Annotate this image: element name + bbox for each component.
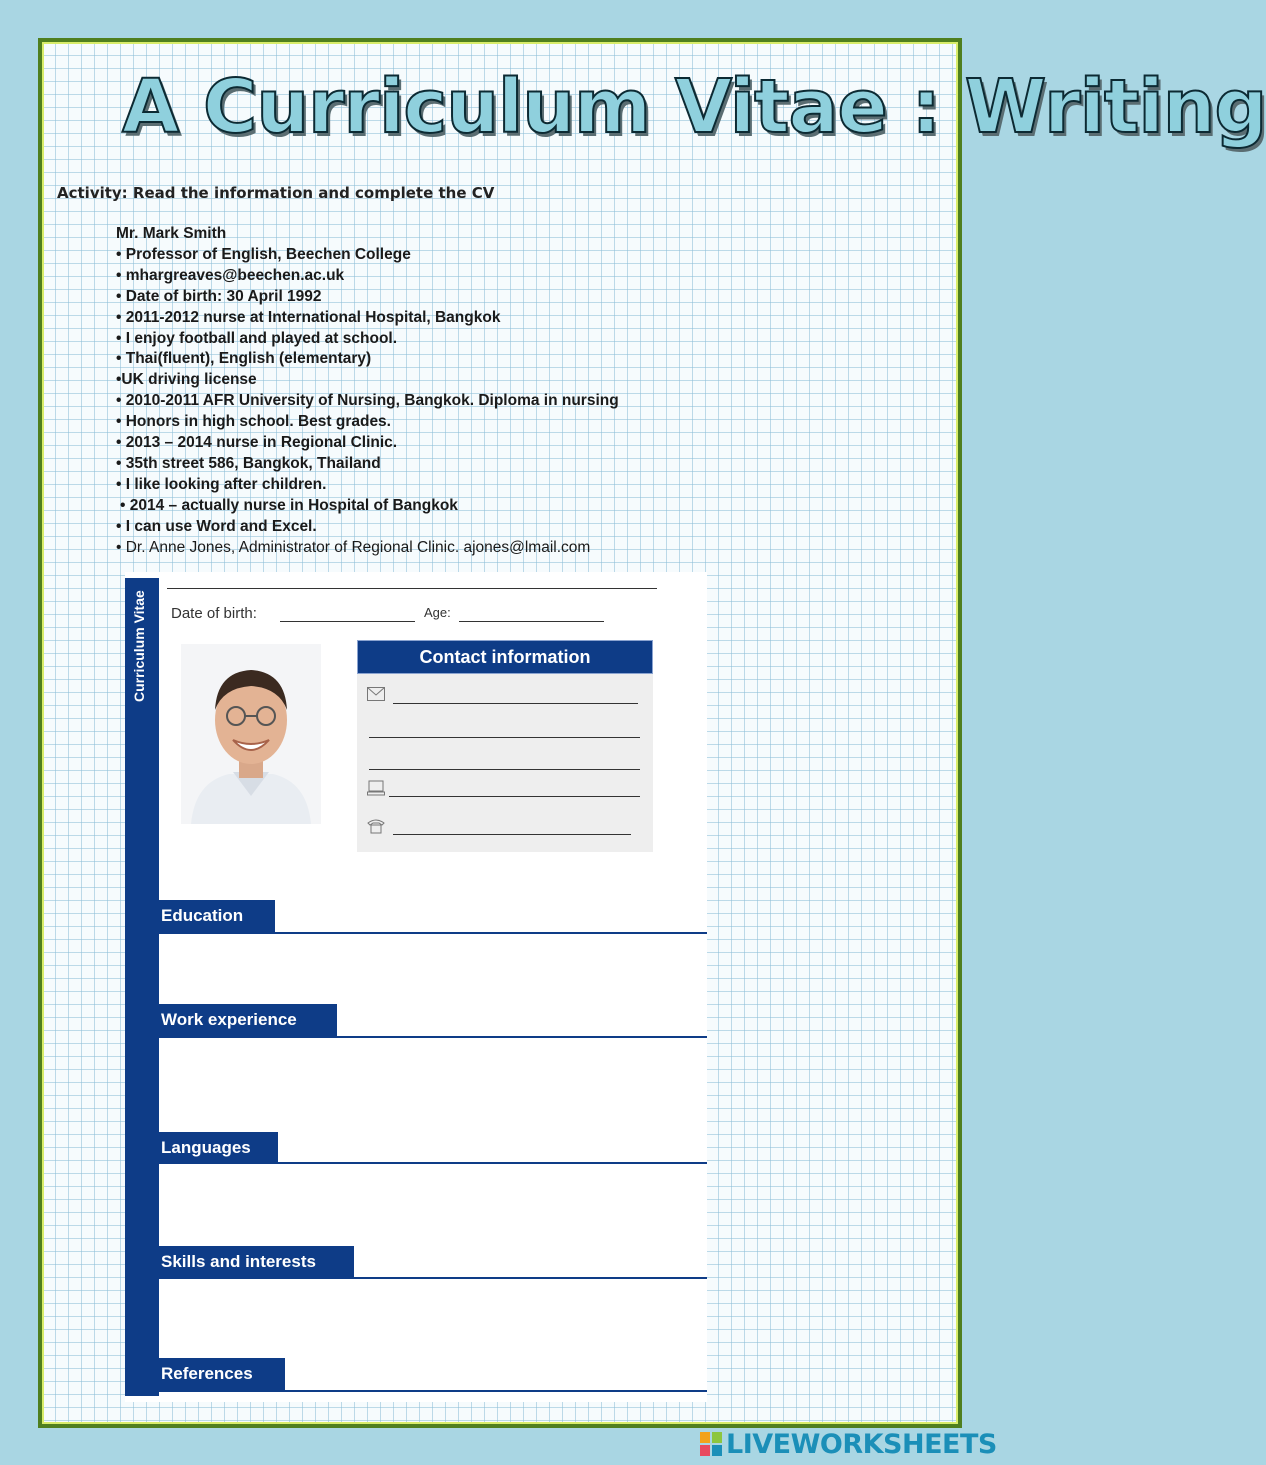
info-item: •UK driving license (116, 371, 257, 389)
section-skills-and-interests: Skills and interests (159, 1246, 354, 1278)
education-answer-area[interactable] (159, 938, 707, 998)
info-item: • Dr. Anne Jones, Administrator of Regional Clinic. ajones@lmail.com (116, 538, 591, 556)
info-item: • mhargreaves@beechen.ac.uk (116, 266, 345, 284)
worksheet (38, 38, 1266, 1428)
age-input-line[interactable] (459, 621, 604, 622)
education-divider (159, 932, 707, 934)
dob-input-line[interactable] (280, 621, 415, 622)
cv-template (125, 572, 707, 1402)
section-education: Education (159, 900, 275, 932)
info-item: • I can use Word and Excel. (116, 517, 317, 535)
telephone-icon (367, 818, 385, 834)
section-languages: Languages (159, 1132, 278, 1164)
info-item: Mr. Mark Smith (116, 225, 227, 242)
contact-information-box (357, 640, 653, 852)
contact-header: Contact information (357, 640, 653, 674)
info-item: • 2013 – 2014 nurse in Regional Clinic. (116, 434, 398, 452)
references-divider (159, 1390, 707, 1392)
languages-divider (159, 1162, 707, 1164)
profile-photo (181, 644, 321, 824)
information-list (116, 224, 619, 559)
envelope-icon (367, 687, 385, 703)
activity-instruction: Activity: Read the information and complete the CV (57, 184, 495, 202)
cv-side-title: Curriculum Vitae (131, 590, 147, 702)
info-item: • Thai(fluent), English (elementary) (116, 350, 372, 368)
address-input-line[interactable] (369, 737, 640, 738)
skills-divider (159, 1277, 707, 1279)
info-item: • 35th street 586, Bangkok, Thailand (116, 454, 381, 472)
address-row-2 (367, 751, 647, 771)
info-item: • 2010-2011 AFR University of Nursing, Bangkok. Diploma in nursing (116, 392, 619, 410)
brand-name: LIVEWORKSHEETS (726, 1429, 997, 1460)
languages-answer-area[interactable] (159, 1168, 707, 1244)
email-input-line[interactable] (393, 703, 638, 704)
info-item: • 2011-2012 nurse at International Hospital, Bangkok (116, 308, 501, 326)
telephone-row (367, 816, 647, 836)
telephone-input-line[interactable] (393, 834, 631, 835)
address-input-line[interactable] (369, 769, 640, 770)
info-item: • I like looking after children. (116, 475, 327, 493)
liveworksheets-logo-icon (700, 1432, 722, 1456)
info-item: • Date of birth: 30 April 1992 (116, 287, 322, 305)
computer-input-line[interactable] (389, 796, 640, 797)
info-item: • Honors in high school. Best grades. (116, 413, 391, 431)
liveworksheets-brand (700, 1428, 995, 1460)
work-experience-answer-area[interactable] (159, 1042, 707, 1128)
info-item: • Professor of English, Beechen College (116, 245, 411, 263)
info-item: • 2014 – actually nurse in Hospital of Bangkok (120, 496, 458, 514)
info-item: • I enjoy football and played at school. (116, 329, 398, 347)
section-work-experience: Work experience (159, 1004, 337, 1036)
work-experience-divider (159, 1036, 707, 1038)
page-title: A Curriculum Vitae : Writing (122, 64, 1266, 150)
computer-row (367, 778, 647, 798)
name-input-line[interactable] (167, 588, 657, 589)
computer-icon (367, 780, 385, 796)
portrait-illustration (181, 644, 321, 824)
dob-label: Date of birth: (171, 605, 257, 622)
email-row (367, 685, 647, 705)
skills-answer-area[interactable] (159, 1283, 707, 1357)
section-references: References (159, 1358, 285, 1390)
age-label: Age: (424, 605, 451, 620)
address-row-1 (367, 719, 647, 739)
